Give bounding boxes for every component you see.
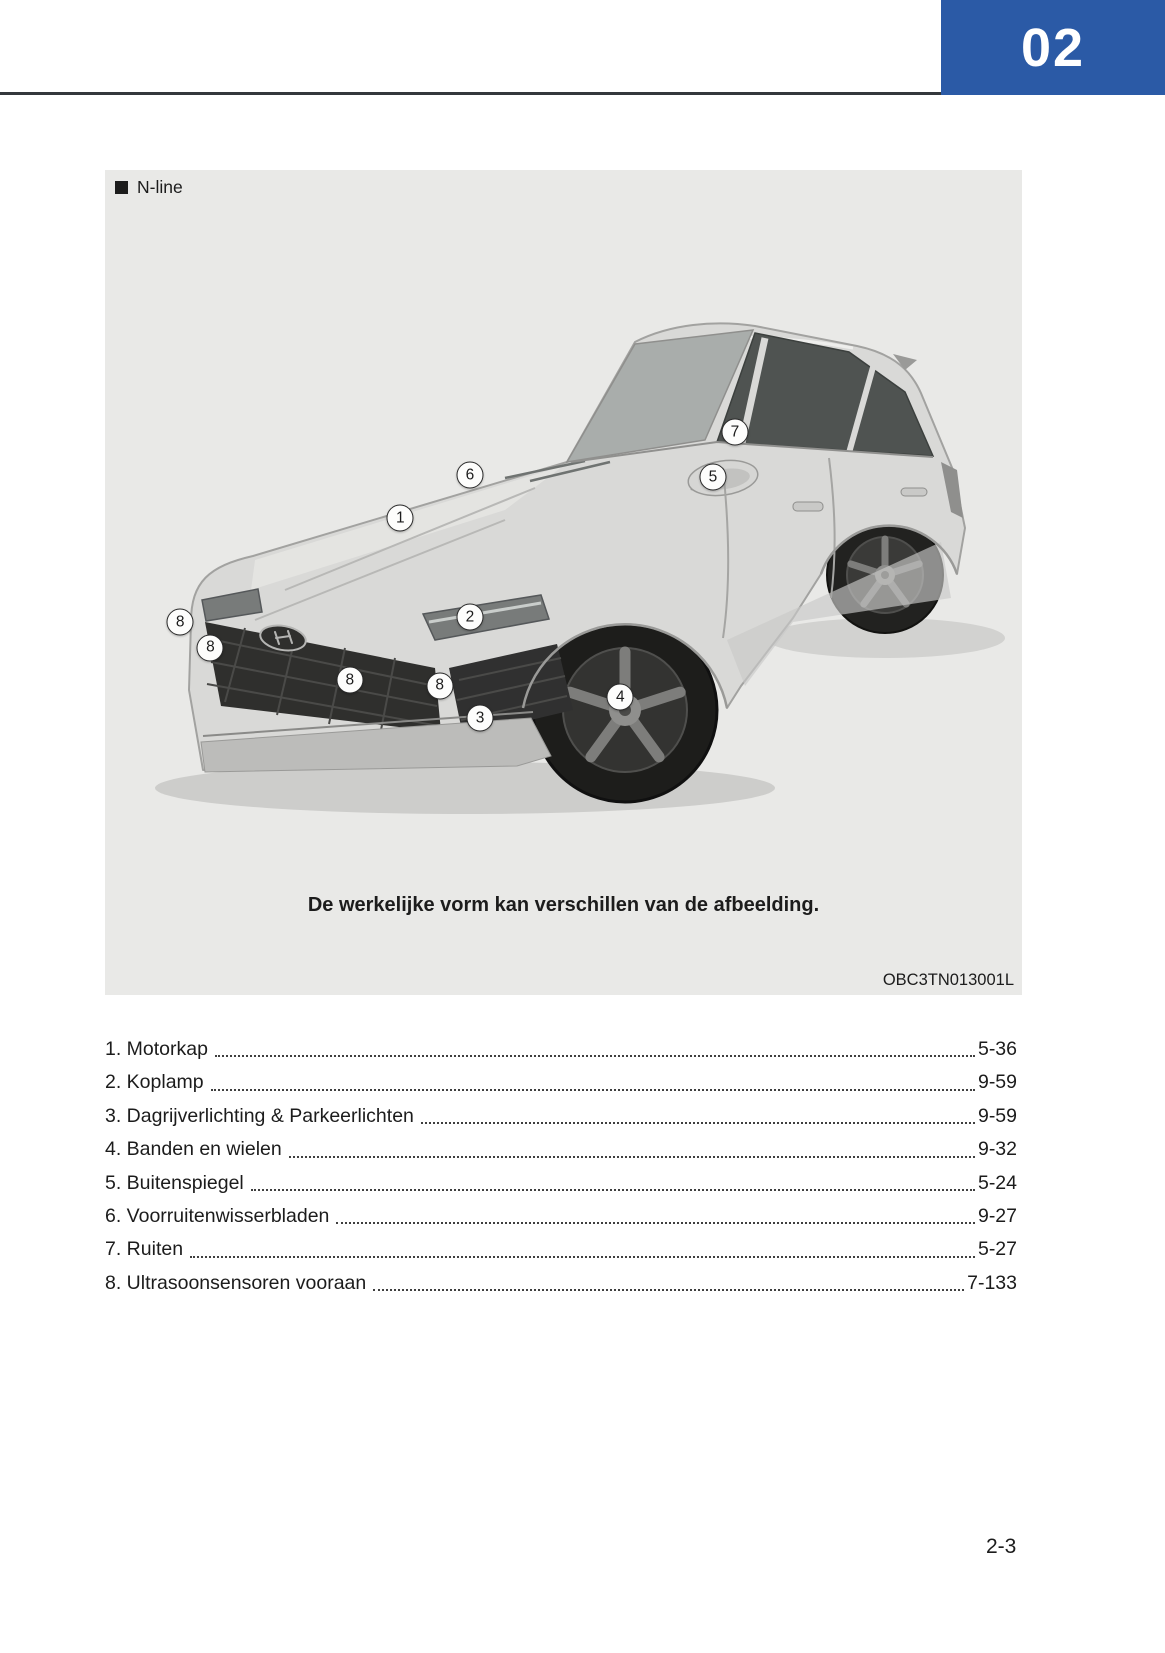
parts-list-item <box>105 1133 1017 1166</box>
callout-8: 8 <box>167 609 194 636</box>
callout-5: 5 <box>699 463 726 490</box>
part-label: 2. Koplamp <box>105 1071 204 1094</box>
chapter-number: 02 <box>1020 17 1086 78</box>
chapter-badge <box>941 0 1165 95</box>
callout-1: 1 <box>387 505 414 532</box>
part-page-ref: 9-27 <box>977 1204 1017 1227</box>
callout-8: 8 <box>426 672 453 699</box>
parts-list-item <box>105 1066 1017 1099</box>
callout-4: 4 <box>607 684 634 711</box>
part-label: 1. Motorkap <box>105 1038 208 1060</box>
callout-6: 6 <box>456 462 483 489</box>
variant-marker-icon <box>115 181 128 194</box>
part-label: 7. Ruiten <box>105 1238 184 1261</box>
callout-7: 7 <box>721 419 748 446</box>
variant-label <box>115 177 183 198</box>
part-page-ref: 9-59 <box>977 1071 1017 1094</box>
callout-3: 3 <box>467 704 494 731</box>
parts-list-item <box>105 1200 1017 1233</box>
part-label: 3. Dagrijverlichting & Parkeerlichten <box>105 1104 414 1127</box>
figure-panel <box>105 170 1022 995</box>
parts-list-item <box>105 1100 1017 1133</box>
image-code: OBC3TN013001L <box>882 971 1014 989</box>
page-number: 2-3 <box>986 1535 1017 1558</box>
part-page-ref: 7-133 <box>967 1271 1017 1294</box>
callout-8: 8 <box>336 666 363 693</box>
dot-leader <box>336 1222 975 1224</box>
part-label: 6. Voorruitenwisserbladen <box>105 1204 330 1227</box>
dot-leader <box>211 1089 975 1091</box>
variant-label-text: N-line <box>137 177 183 197</box>
part-label: 8. Ultrasoonsensoren vooraan <box>105 1271 367 1294</box>
part-label: 4. Banden en wielen <box>105 1138 282 1161</box>
header-rule <box>0 92 941 95</box>
parts-list-item <box>105 1033 1017 1066</box>
parts-list <box>105 1033 1017 1300</box>
car-illustration <box>105 170 1022 995</box>
figure-caption: De werkelijke vorm kan verschillen van de afbeelding. <box>307 894 820 916</box>
callout-8: 8 <box>197 634 224 661</box>
parts-list-item <box>105 1167 1017 1200</box>
parts-list-item <box>105 1267 1017 1300</box>
part-page-ref: 5-24 <box>977 1171 1017 1194</box>
dot-leader <box>251 1189 975 1191</box>
dot-leader <box>421 1122 975 1124</box>
dot-leader <box>215 1055 975 1057</box>
part-page-ref: 5-27 <box>977 1238 1017 1261</box>
dot-leader <box>373 1289 964 1291</box>
dot-leader <box>289 1156 975 1158</box>
callout-2: 2 <box>456 604 483 631</box>
part-page-ref: 9-59 <box>977 1104 1017 1127</box>
part-page-ref: 9-32 <box>977 1138 1017 1161</box>
dot-leader <box>190 1256 975 1258</box>
part-label: 5. Buitenspiegel <box>105 1171 244 1194</box>
part-page-ref: 5-36 <box>977 1038 1017 1060</box>
parts-list-item <box>105 1233 1017 1266</box>
